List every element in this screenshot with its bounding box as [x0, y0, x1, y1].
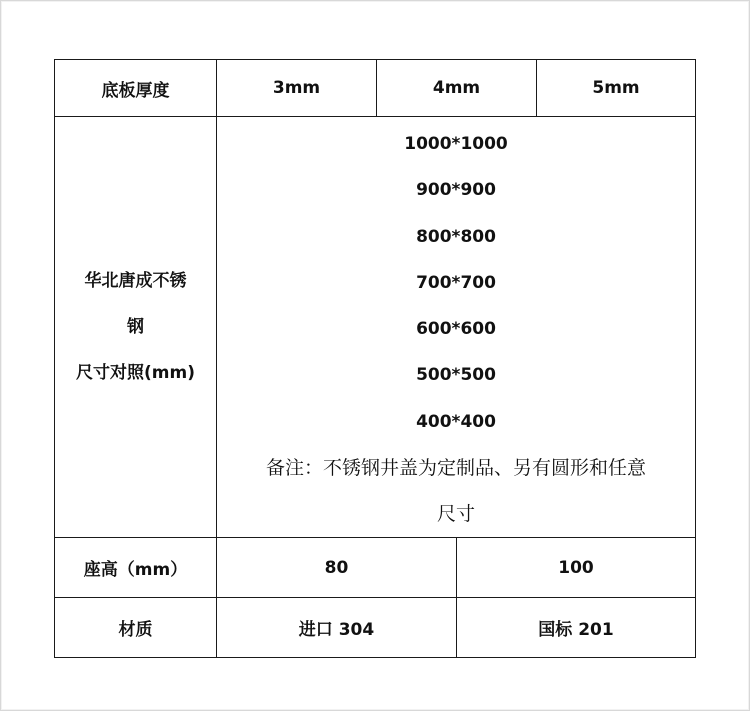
size-list: [217, 117, 695, 537]
seat-height-label: 座高（mm）: [55, 538, 217, 598]
size-item: 600*600: [416, 319, 496, 340]
seat-height-100: 100: [457, 538, 696, 598]
size-reference-label: [55, 117, 217, 538]
seat-height-80: 80: [217, 538, 457, 598]
remark-line: 备注：不锈钢井盖为定制品、另有圆形和任意: [266, 457, 647, 480]
material-imported-304: 进口 304: [217, 598, 457, 658]
thickness-label: 底板厚度: [55, 60, 217, 117]
size-label-line: 华北唐成不锈: [84, 271, 187, 292]
thickness-5mm: 5mm: [537, 60, 696, 117]
size-item: 800*800: [416, 226, 496, 247]
size-item: 500*500: [416, 365, 496, 386]
material-row: [55, 598, 696, 658]
material-label: 材质: [55, 598, 217, 658]
size-item: 900*900: [416, 180, 496, 201]
size-item: 1000*1000: [404, 134, 508, 154]
size-list-cell: [217, 117, 696, 538]
material-standard-201: 国标 201: [457, 598, 696, 658]
thickness-4mm: 4mm: [377, 60, 537, 117]
size-label-line: 钢: [127, 317, 144, 338]
thickness-3mm: 3mm: [217, 60, 377, 117]
remark-line: 尺寸: [437, 503, 476, 526]
spec-table: [54, 59, 696, 658]
thickness-row: [55, 60, 696, 117]
sizes-row: [55, 117, 696, 538]
size-item: 400*400: [416, 411, 496, 432]
size-label-line: 尺寸对照(mm): [76, 363, 195, 384]
size-item: 700*700: [416, 272, 496, 293]
seat-height-row: [55, 538, 696, 598]
